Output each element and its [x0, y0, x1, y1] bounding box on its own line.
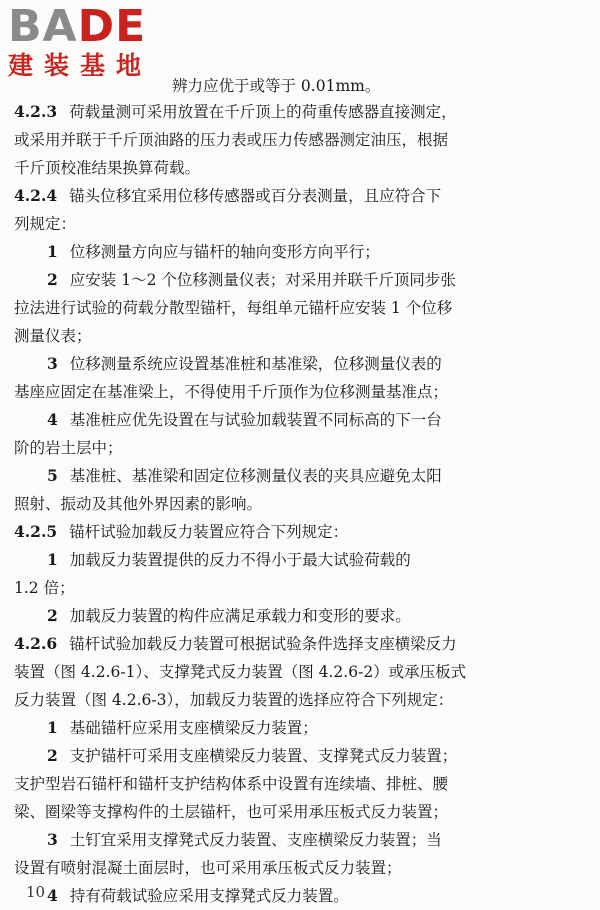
clause-number: 4.2.5 — [14, 522, 58, 541]
item-text-line: 支护型岩石锚杆和锚杆支护结构体系中设置有连续墙、排桩、腰 — [14, 775, 449, 793]
list-item — [14, 714, 586, 742]
clause-text: 荷载量测可采用放置在千斤顶上的荷重传感器直接测定， — [69, 103, 457, 121]
list-item — [14, 406, 586, 434]
item-text-line: 阶的岩土层中； — [14, 439, 123, 457]
item-number: 1 — [47, 718, 58, 737]
list-item — [14, 350, 586, 378]
item-text: 位移测量系统应设置基准桩和基准梁，位移测量仪表的 — [69, 355, 442, 373]
item-text: 土钉宜采用支撑凳式反力装置、支座横梁反力装置；当 — [69, 831, 442, 849]
item-text-line: 测量仪表； — [14, 327, 92, 345]
clause-text: 锚头位移宜采用位移传感器或百分表测量，且应符合下 — [69, 187, 442, 205]
clause-text: 锚杆试验加载反力装置应符合下列规定： — [69, 523, 349, 541]
item-number: 2 — [47, 746, 58, 765]
item-text: 加载反力装置提供的反力不得小于最大试验荷载的 — [69, 551, 411, 569]
item-text-line: 1.2 倍； — [14, 579, 75, 597]
logo-wordmark — [8, 1, 183, 52]
clause-4-2-5 — [14, 518, 586, 546]
item-number: 4 — [47, 886, 58, 905]
item-text-line: 拉法进行试验的荷载分散型锚杆，每组单元锚杆应安装 1 个位移 — [14, 299, 453, 317]
list-item — [14, 266, 586, 294]
logo-word-ba: BA — [8, 1, 78, 52]
logo-word-de: DE — [77, 1, 147, 52]
item-text-line: 设置有喷射混凝土面层时，也可采用承压板式反力装置； — [14, 859, 402, 877]
logo-chinese-text: 建装基地 — [8, 51, 153, 80]
clause-number: 4.2.6 — [14, 634, 58, 653]
item-text-line: 梁、圈梁等支撑构件的土层锚杆，也可采用承压板式反力装置； — [14, 803, 449, 821]
item-number: 1 — [47, 242, 58, 261]
list-item — [14, 742, 586, 770]
item-number: 4 — [47, 410, 58, 429]
list-item — [14, 882, 586, 910]
clause-4-2-3 — [14, 98, 586, 126]
clause-text-line: 反力装置（图 4.2.6-3），加载反力装置的选择应符合下列规定： — [14, 691, 454, 709]
list-item — [14, 546, 586, 574]
clause-text-line: 或采用并联于千斤顶油路的压力表或压力传感器测定油压，根据 — [14, 131, 449, 149]
item-text: 持有荷载试验应采用支撑凳式反力装置。 — [69, 887, 349, 905]
clause-4-2-4 — [14, 182, 586, 210]
list-item — [14, 238, 586, 266]
bade-logo — [8, 1, 183, 86]
clause-text-line: 装置（图 4.2.6-1）、支撑凳式反力装置（图 4.2.6-2）或承压板式 — [14, 663, 467, 681]
continued-line: 辨力应优于或等于 0.01mm。 — [172, 77, 381, 95]
document-body — [14, 74, 586, 910]
item-text: 位移测量方向应与锚杆的轴向变形方向平行； — [69, 243, 380, 261]
item-text-line: 照射、振动及其他外界因素的影响。 — [14, 495, 263, 513]
item-number: 2 — [47, 606, 58, 625]
clause-number: 4.2.4 — [14, 186, 58, 205]
clause-4-2-6 — [14, 630, 586, 658]
item-number: 3 — [47, 354, 58, 373]
item-text: 基准桩应优先设置在与试验加载装置不同标高的下一台 — [69, 411, 442, 429]
clause-number: 4.2.3 — [14, 102, 58, 121]
item-text-line: 基座应固定在基准梁上，不得使用千斤顶作为位移测量基准点； — [14, 383, 449, 401]
clause-text-line: 千斤顶校准结果换算荷载。 — [14, 159, 201, 177]
item-text: 基准桩、基准梁和固定位移测量仪表的夹具应避免太阳 — [69, 467, 442, 485]
list-item — [14, 602, 586, 630]
item-text: 基础锚杆应采用支座横梁反力装置； — [69, 719, 318, 737]
item-number: 5 — [47, 466, 58, 485]
item-text: 支护锚杆可采用支座横梁反力装置、支撑凳式反力装置； — [69, 747, 458, 765]
item-number: 2 — [47, 270, 58, 289]
clause-text-line: 列规定： — [14, 215, 77, 233]
page-number: 10 — [26, 883, 46, 901]
item-number: 3 — [47, 830, 58, 849]
item-number: 1 — [47, 550, 58, 569]
list-item — [14, 462, 586, 490]
clause-text: 锚杆试验加载反力装置可根据试验条件选择支座横梁反力 — [69, 635, 457, 653]
item-text: 加载反力装置的构件应满足承载力和变形的要求。 — [69, 607, 411, 625]
list-item — [14, 826, 586, 854]
item-text: 应安装 1～2 个位移测量仪表；对采用并联千斤顶同步张 — [69, 271, 456, 289]
